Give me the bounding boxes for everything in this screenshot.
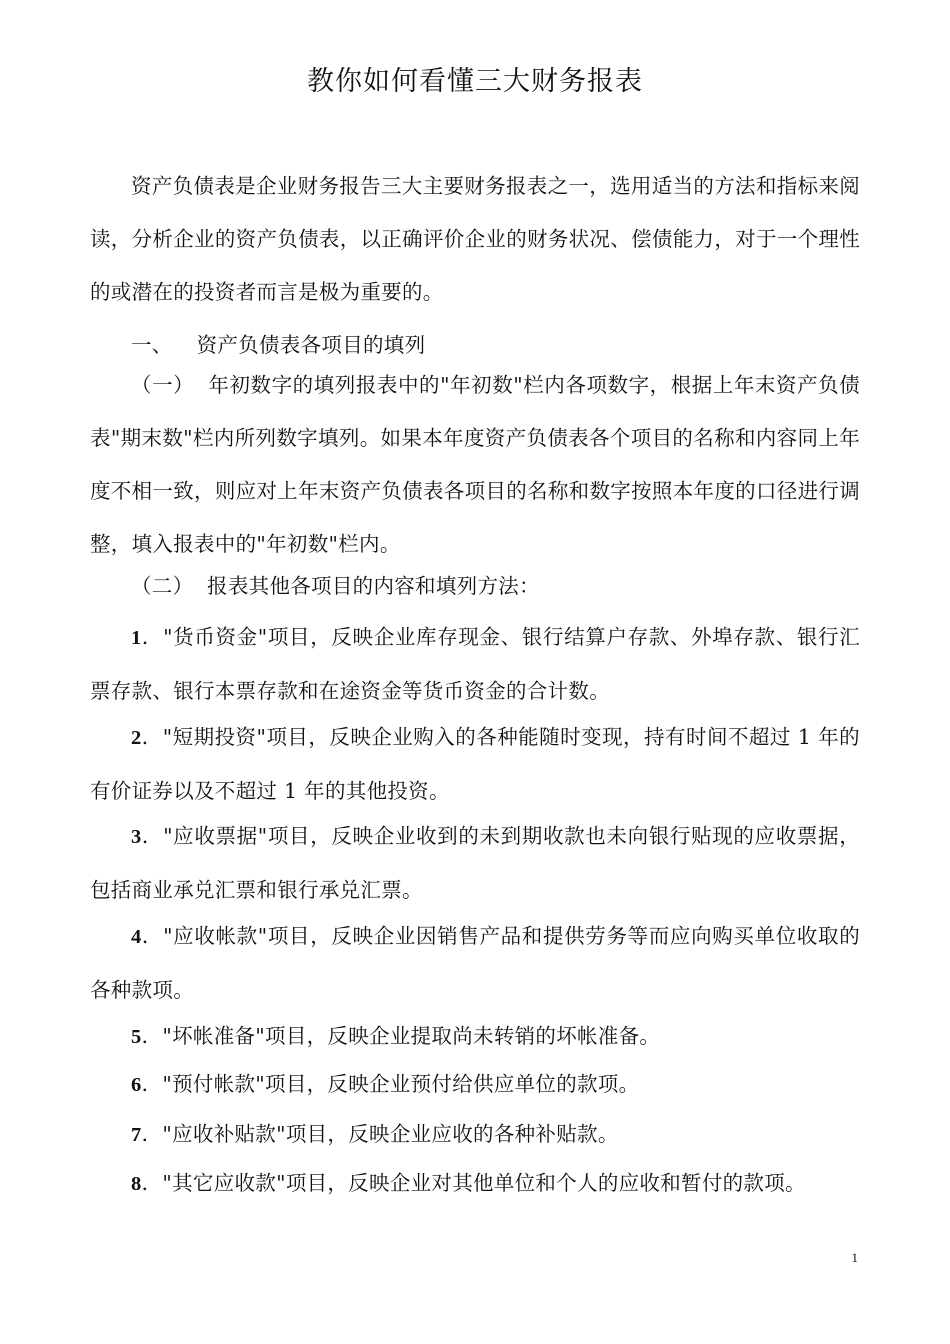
list-item-number: 6 xyxy=(131,1074,142,1096)
list-item-text: ．"短期投资"项目，反映企业购入的各种能随时变现，持有时间不超过 1 年的有价证券以及不超过 1 年的其他投资。 xyxy=(90,725,860,803)
list-item-text: ．"其它应收款"项目，反映企业对其他单位和个人的应收和暂付的款项。 xyxy=(141,1171,806,1195)
list-item xyxy=(90,1058,860,1112)
list-item-text: ．"应收票据"项目，反映企业收到的未到期收款也未向银行贴现的应收票据，包括商业承兑汇票和银行承兑汇票。 xyxy=(90,824,860,902)
list-item-text: ．"坏帐准备"项目，反映企业提取尚未转销的坏帐准备。 xyxy=(141,1024,661,1048)
list-item xyxy=(90,611,860,718)
page-number: 1 xyxy=(851,1250,858,1265)
list-item xyxy=(90,810,860,917)
list-item-number: 5 xyxy=(131,1026,142,1048)
list-item xyxy=(90,910,860,1017)
list-item xyxy=(90,1010,860,1064)
subsection-2-text: 报表其他各项目的内容和填列方法： xyxy=(207,574,540,598)
subsection-2-paragraph xyxy=(90,560,860,613)
list-item-number: 2 xyxy=(131,727,142,749)
subsection-1-marker: （一） xyxy=(131,373,195,397)
list-item-number: 8 xyxy=(131,1173,142,1195)
section-heading-text: 资产负债表各项目的填列 xyxy=(196,333,426,357)
list-item-text: ．"应收补贴款"项目，反映企业应收的各种补贴款。 xyxy=(141,1122,619,1146)
list-item-text: ．"应收帐款"项目，反映企业因销售产品和提供劳务等而应向购买单位收取的各种款项。 xyxy=(90,924,860,1002)
list-item-number: 1 xyxy=(131,627,142,649)
subsection-1-paragraph xyxy=(90,359,860,571)
subsection-1-text: 年初数字的填列报表中的"年初数"栏内各项数字，根据上年末资产负债表"期末数"栏内所列数字填列。如果本年度资产负债表各个项目的名称和内容同上年度不相一致，则应对上年末资产负债表各项目的名称和数字按照本年度的口径进行调整，填入报表中的"年初数"栏内。 xyxy=(90,373,860,556)
list-item xyxy=(90,1157,860,1211)
subsection-2-marker: （二） xyxy=(131,574,194,598)
list-item-number: 7 xyxy=(131,1124,142,1146)
list-item xyxy=(90,711,860,818)
document-title: 教你如何看懂三大财务报表 xyxy=(307,66,643,97)
list-item-text: ．"预付帐款"项目，反映企业预付给供应单位的款项。 xyxy=(141,1072,640,1096)
intro-paragraph: 资产负债表是企业财务报告三大主要财务报表之一，选用适当的方法和指标来阅读，分析企业的资产负债表，以正确评价企业的财务状况、偿债能力，对于一个理性的或潜在的投资者而言是极为重要的。 xyxy=(90,174,860,304)
list-item-number: 3 xyxy=(131,826,142,848)
list-item-text: ．"货币资金"项目，反映企业库存现金、银行结算户存款、外埠存款、银行汇票存款、银行本票存款和在途资金等货币资金的合计数。 xyxy=(90,625,860,703)
section-marker: 一、 xyxy=(131,333,173,357)
list-item xyxy=(90,1108,860,1162)
list-item-number: 4 xyxy=(131,926,142,948)
